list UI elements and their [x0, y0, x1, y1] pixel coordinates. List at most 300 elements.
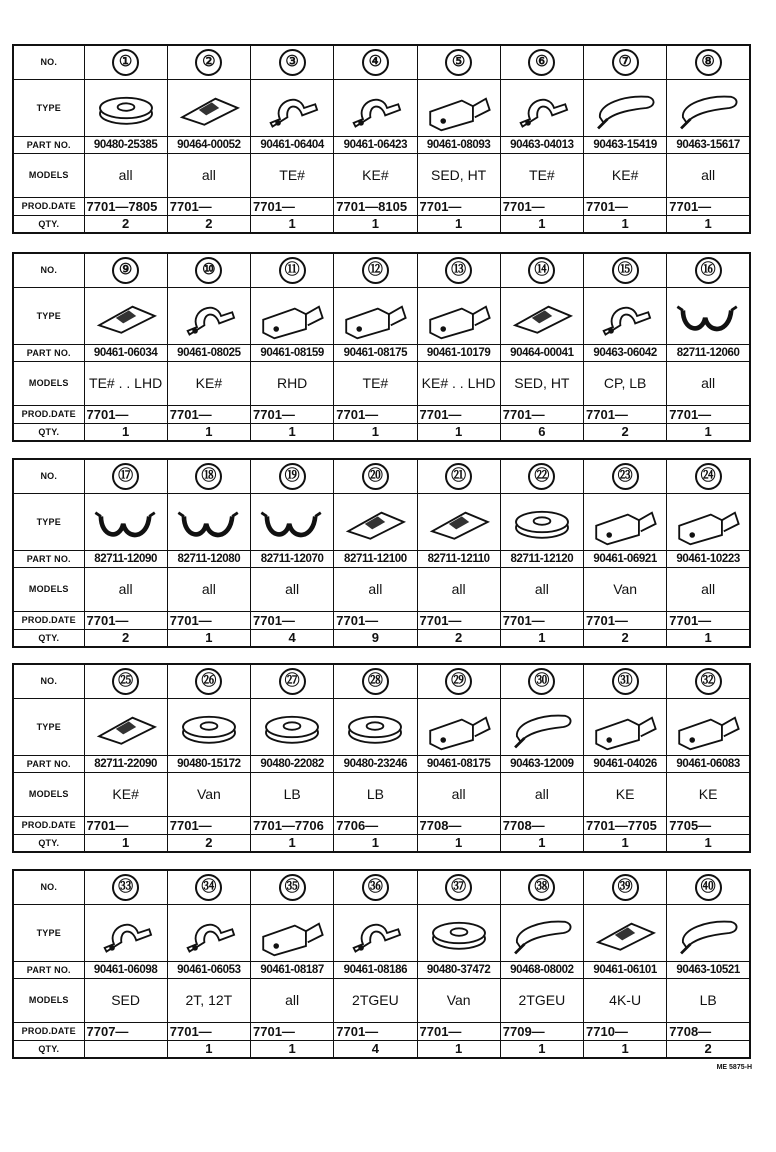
row-label-qty: QTY. — [13, 1040, 84, 1058]
part-number: 90463-10521 — [667, 961, 750, 978]
quantity: 1 — [251, 1040, 334, 1058]
row-no — [13, 45, 750, 79]
quantity: 4 — [334, 1040, 417, 1058]
quantity: 1 — [251, 215, 334, 233]
model: 2TGEU — [500, 978, 583, 1022]
model: LB — [334, 772, 417, 816]
row-part — [13, 136, 750, 153]
prod-date: 7701— — [167, 197, 250, 215]
item-number: ㉛ — [612, 668, 639, 695]
row-label-type: TYPE — [13, 904, 84, 961]
item-number: ㉔ — [695, 463, 722, 490]
item-number: ㉑ — [445, 463, 472, 490]
part-number: 90480-37472 — [417, 961, 500, 978]
prod-date: 7701—7706 — [251, 816, 334, 834]
item-number: ⑳ — [362, 463, 389, 490]
clamp-icon — [501, 82, 583, 134]
bracket-clamp-icon — [584, 496, 666, 548]
row-no — [13, 664, 750, 698]
parts-table — [12, 869, 751, 1059]
row-no — [13, 253, 750, 287]
model: all — [417, 567, 500, 611]
item-number: ② — [195, 49, 222, 76]
quantity: 1 — [667, 215, 750, 233]
prod-date: 7701— — [667, 611, 750, 629]
tube-clamp-icon — [667, 290, 749, 342]
prod-date: 7708— — [667, 1022, 750, 1040]
part-number: 82711-12080 — [167, 550, 250, 567]
quantity: 1 — [84, 834, 167, 852]
row-label-no: NO. — [13, 459, 84, 493]
row-type — [13, 493, 750, 550]
prod-date: 7701— — [667, 197, 750, 215]
quantity: 1 — [667, 629, 750, 647]
quantity: 1 — [334, 423, 417, 441]
quantity: 2 — [167, 215, 250, 233]
quantity: 2 — [584, 629, 667, 647]
part-number: 90480-15172 — [167, 755, 250, 772]
clip-icon — [334, 496, 416, 548]
prod-date: 7701—7705 — [584, 816, 667, 834]
quantity: 1 — [500, 629, 583, 647]
part-number: 90461-08159 — [251, 344, 334, 361]
tube-clamp-icon — [251, 496, 333, 548]
row-label-qty: QTY. — [13, 834, 84, 852]
part-number: 90480-22082 — [251, 755, 334, 772]
item-number: ㉘ — [362, 668, 389, 695]
row-label-type: TYPE — [13, 698, 84, 755]
bracket-clamp-icon — [418, 290, 500, 342]
item-number: ㉝ — [112, 874, 139, 901]
item-number: ⑥ — [528, 49, 555, 76]
part-number: 90461-08187 — [251, 961, 334, 978]
item-number: ⑮ — [612, 257, 639, 284]
row-models — [13, 567, 750, 611]
quantity: 2 — [584, 423, 667, 441]
row-type — [13, 904, 750, 961]
part-number: 90461-06034 — [84, 344, 167, 361]
quantity: 1 — [334, 834, 417, 852]
clamp-icon — [334, 907, 416, 959]
item-number: ㊳ — [528, 874, 555, 901]
model: KE# . . LHD — [417, 361, 500, 405]
row-label-prod: PROD.DATE — [13, 405, 84, 423]
prod-date: 7701— — [334, 405, 417, 423]
part-number: 90468-08002 — [500, 961, 583, 978]
quantity: 4 — [251, 629, 334, 647]
item-number: ⑬ — [445, 257, 472, 284]
prod-date: 7701— — [334, 1022, 417, 1040]
item-number: ⑧ — [695, 49, 722, 76]
item-number: ㊵ — [695, 874, 722, 901]
clamp-icon — [334, 82, 416, 134]
part-number: 82711-12120 — [500, 550, 583, 567]
row-label-part: PART NO. — [13, 344, 84, 361]
bracket-clamp-icon — [251, 290, 333, 342]
prod-date: 7701— — [251, 197, 334, 215]
prod-date: 7701— — [167, 816, 250, 834]
row-label-models: MODELS — [13, 772, 84, 816]
prod-date: 7707— — [84, 1022, 167, 1040]
part-number: 90461-06921 — [584, 550, 667, 567]
row-prod — [13, 816, 750, 834]
clamp-icon — [85, 907, 167, 959]
item-number: ㉞ — [195, 874, 222, 901]
part-number: 90480-23246 — [334, 755, 417, 772]
prod-date: 7701— — [334, 611, 417, 629]
prod-date: 7701— — [500, 405, 583, 423]
row-no — [13, 459, 750, 493]
part-number: 90461-04026 — [584, 755, 667, 772]
model: CP, LB — [584, 361, 667, 405]
quantity: 1 — [584, 1040, 667, 1058]
model: TE# . . LHD — [84, 361, 167, 405]
model: TE# — [251, 153, 334, 197]
model: Van — [417, 978, 500, 1022]
clip-icon — [85, 701, 167, 753]
part-number: 90461-08175 — [334, 344, 417, 361]
row-label-type: TYPE — [13, 287, 84, 344]
row-no — [13, 870, 750, 904]
row-part — [13, 961, 750, 978]
quantity: 1 — [334, 215, 417, 233]
part-number: 90461-08175 — [417, 755, 500, 772]
model: all — [667, 361, 750, 405]
grommet-icon — [251, 701, 333, 753]
prod-date: 7709— — [500, 1022, 583, 1040]
prod-date: 7706— — [334, 816, 417, 834]
bracket-clamp-icon — [667, 701, 749, 753]
part-number: 90463-15617 — [667, 136, 750, 153]
row-prod — [13, 405, 750, 423]
bracket-clamp-icon — [584, 701, 666, 753]
item-number: ⑰ — [112, 463, 139, 490]
prod-date: 7701— — [251, 611, 334, 629]
item-number: ㉟ — [279, 874, 306, 901]
prod-date: 7701— — [84, 611, 167, 629]
row-models — [13, 978, 750, 1022]
prod-date: 7701— — [167, 611, 250, 629]
model: KE — [667, 772, 750, 816]
item-number: ⑱ — [195, 463, 222, 490]
part-number: 90464-00041 — [500, 344, 583, 361]
prod-date: 7701— — [417, 405, 500, 423]
part-number: 90461-08093 — [417, 136, 500, 153]
clamp-icon — [584, 290, 666, 342]
row-qty — [13, 629, 750, 647]
row-models — [13, 153, 750, 197]
quantity: 9 — [334, 629, 417, 647]
model: SED — [84, 978, 167, 1022]
row-label-no: NO. — [13, 870, 84, 904]
row-part — [13, 550, 750, 567]
row-label-prod: PROD.DATE — [13, 1022, 84, 1040]
grommet-icon — [85, 82, 167, 134]
model: RHD — [251, 361, 334, 405]
row-label-models: MODELS — [13, 567, 84, 611]
part-number: 82711-12100 — [334, 550, 417, 567]
part-number: 90461-10223 — [667, 550, 750, 567]
item-number: ⑯ — [695, 257, 722, 284]
quantity: 1 — [500, 215, 583, 233]
prod-date: 7701— — [417, 611, 500, 629]
prod-date: 7708— — [417, 816, 500, 834]
clip-icon — [168, 82, 250, 134]
row-label-models: MODELS — [13, 978, 84, 1022]
row-label-part: PART NO. — [13, 550, 84, 567]
model: SED, HT — [417, 153, 500, 197]
row-models — [13, 772, 750, 816]
prod-date: 7701— — [417, 1022, 500, 1040]
item-number: ㉙ — [445, 668, 472, 695]
part-number: 90480-25385 — [84, 136, 167, 153]
quantity: 6 — [500, 423, 583, 441]
part-number: 82711-12070 — [251, 550, 334, 567]
part-number: 90461-10179 — [417, 344, 500, 361]
row-label-part: PART NO. — [13, 755, 84, 772]
parts-table — [12, 44, 751, 234]
clip-icon — [501, 290, 583, 342]
part-number: 90463-04013 — [500, 136, 583, 153]
grommet-icon — [501, 496, 583, 548]
item-number: ⑫ — [362, 257, 389, 284]
model: TE# — [334, 361, 417, 405]
model: all — [417, 772, 500, 816]
clip-icon — [584, 907, 666, 959]
model: all — [667, 153, 750, 197]
item-number: ⑤ — [445, 49, 472, 76]
prod-date: 7701— — [84, 405, 167, 423]
model: TE# — [500, 153, 583, 197]
row-label-type: TYPE — [13, 79, 84, 136]
quantity — [84, 1040, 167, 1058]
row-qty — [13, 1040, 750, 1058]
prod-date: 7701—8105 — [334, 197, 417, 215]
quantity: 2 — [84, 215, 167, 233]
quantity: 1 — [167, 423, 250, 441]
prod-date: 7701— — [251, 405, 334, 423]
row-part — [13, 755, 750, 772]
model: all — [167, 567, 250, 611]
prod-date: 7701— — [251, 1022, 334, 1040]
bracket-clamp-icon — [667, 496, 749, 548]
row-label-part: PART NO. — [13, 961, 84, 978]
model: KE# — [584, 153, 667, 197]
row-label-qty: QTY. — [13, 423, 84, 441]
part-number: 90461-06098 — [84, 961, 167, 978]
item-number: ① — [112, 49, 139, 76]
model: KE# — [167, 361, 250, 405]
row-label-no: NO. — [13, 253, 84, 287]
parts-table — [12, 663, 751, 853]
bracket-clamp-icon — [251, 907, 333, 959]
row-qty — [13, 834, 750, 852]
quantity: 1 — [417, 1040, 500, 1058]
part-number: 90461-08025 — [167, 344, 250, 361]
band-clamp-icon — [501, 701, 583, 753]
item-number: ㉚ — [528, 668, 555, 695]
prod-date: 7701—7805 — [84, 197, 167, 215]
model: all — [251, 567, 334, 611]
model: all — [334, 567, 417, 611]
item-number: ⑲ — [279, 463, 306, 490]
quantity: 1 — [500, 1040, 583, 1058]
bracket-clamp-icon — [418, 82, 500, 134]
tube-clamp-icon — [85, 496, 167, 548]
row-label-prod: PROD.DATE — [13, 611, 84, 629]
item-number: ㊲ — [445, 874, 472, 901]
grommet-icon — [168, 701, 250, 753]
row-label-part: PART NO. — [13, 136, 84, 153]
quantity: 2 — [667, 1040, 750, 1058]
bracket-clamp-icon — [418, 701, 500, 753]
band-clamp-icon — [667, 907, 749, 959]
model: KE# — [334, 153, 417, 197]
prod-date: 7701— — [584, 611, 667, 629]
part-number: 82711-12060 — [667, 344, 750, 361]
tube-clamp-icon — [168, 496, 250, 548]
row-label-models: MODELS — [13, 153, 84, 197]
row-type — [13, 287, 750, 344]
part-number: 90463-12009 — [500, 755, 583, 772]
model: 2TGEU — [334, 978, 417, 1022]
prod-date: 7710— — [584, 1022, 667, 1040]
part-number: 90463-15419 — [584, 136, 667, 153]
model: 2T, 12T — [167, 978, 250, 1022]
part-number: 90463-06042 — [584, 344, 667, 361]
quantity: 2 — [417, 629, 500, 647]
quantity: 2 — [84, 629, 167, 647]
quantity: 1 — [251, 834, 334, 852]
row-type — [13, 79, 750, 136]
item-number: ㉓ — [612, 463, 639, 490]
part-number: 82711-12110 — [417, 550, 500, 567]
model: Van — [584, 567, 667, 611]
item-number: ⑨ — [112, 257, 139, 284]
row-label-no: NO. — [13, 45, 84, 79]
quantity: 2 — [167, 834, 250, 852]
parts-table — [12, 458, 751, 648]
row-prod — [13, 197, 750, 215]
quantity: 1 — [584, 834, 667, 852]
model: all — [500, 772, 583, 816]
model: all — [167, 153, 250, 197]
quantity: 1 — [417, 834, 500, 852]
part-number: 82711-22090 — [84, 755, 167, 772]
row-label-prod: PROD.DATE — [13, 816, 84, 834]
clamp-icon — [251, 82, 333, 134]
grommet-icon — [334, 701, 416, 753]
band-clamp-icon — [501, 907, 583, 959]
prod-date: 7701— — [167, 1022, 250, 1040]
prod-date: 7701— — [417, 197, 500, 215]
prod-date: 7701— — [500, 197, 583, 215]
row-qty — [13, 215, 750, 233]
prod-date: 7701— — [667, 405, 750, 423]
clip-icon — [85, 290, 167, 342]
prod-date: 7701— — [167, 405, 250, 423]
quantity: 1 — [584, 215, 667, 233]
clamp-icon — [168, 907, 250, 959]
quantity: 1 — [167, 629, 250, 647]
quantity: 1 — [167, 1040, 250, 1058]
model: all — [84, 567, 167, 611]
item-number: ③ — [279, 49, 306, 76]
prod-date: 7701— — [500, 611, 583, 629]
grommet-icon — [418, 907, 500, 959]
row-label-qty: QTY. — [13, 215, 84, 233]
drawing-code: ME 5875-H — [716, 1064, 752, 1071]
band-clamp-icon — [667, 82, 749, 134]
quantity: 1 — [667, 834, 750, 852]
band-clamp-icon — [584, 82, 666, 134]
row-label-qty: QTY. — [13, 629, 84, 647]
row-qty — [13, 423, 750, 441]
quantity: 1 — [667, 423, 750, 441]
quantity: 1 — [84, 423, 167, 441]
clamp-icon — [168, 290, 250, 342]
prod-date: 7701— — [584, 197, 667, 215]
model: KE — [584, 772, 667, 816]
model: SED, HT — [500, 361, 583, 405]
quantity: 1 — [251, 423, 334, 441]
part-number: 90464-00052 — [167, 136, 250, 153]
item-number: ㊴ — [612, 874, 639, 901]
row-part — [13, 344, 750, 361]
model: all — [251, 978, 334, 1022]
quantity: 1 — [417, 423, 500, 441]
model: all — [84, 153, 167, 197]
item-number: ⑩ — [195, 257, 222, 284]
item-number: ㊱ — [362, 874, 389, 901]
item-number: ㉗ — [279, 668, 306, 695]
prod-date: 7705— — [667, 816, 750, 834]
bracket-clamp-icon — [334, 290, 416, 342]
item-number: ㉕ — [112, 668, 139, 695]
row-prod — [13, 1022, 750, 1040]
model: Van — [167, 772, 250, 816]
part-number: 90461-06404 — [251, 136, 334, 153]
row-label-models: MODELS — [13, 361, 84, 405]
part-number: 90461-08186 — [334, 961, 417, 978]
part-number: 82711-12090 — [84, 550, 167, 567]
item-number: ⑭ — [528, 257, 555, 284]
clip-icon — [418, 496, 500, 548]
row-models — [13, 361, 750, 405]
model: LB — [667, 978, 750, 1022]
item-number: ⑪ — [279, 257, 306, 284]
quantity: 1 — [417, 215, 500, 233]
model: 4K-U — [584, 978, 667, 1022]
item-number: ⑦ — [612, 49, 639, 76]
model: all — [500, 567, 583, 611]
model: LB — [251, 772, 334, 816]
model: KE# — [84, 772, 167, 816]
prod-date: 7701— — [84, 816, 167, 834]
row-label-type: TYPE — [13, 493, 84, 550]
part-number: 90461-06053 — [167, 961, 250, 978]
item-number: ㉖ — [195, 668, 222, 695]
row-label-no: NO. — [13, 664, 84, 698]
model: all — [667, 567, 750, 611]
quantity: 1 — [500, 834, 583, 852]
parts-table — [12, 252, 751, 442]
prod-date: 7708— — [500, 816, 583, 834]
item-number: ㉜ — [695, 668, 722, 695]
item-number: ㉒ — [528, 463, 555, 490]
prod-date: 7701— — [584, 405, 667, 423]
row-prod — [13, 611, 750, 629]
